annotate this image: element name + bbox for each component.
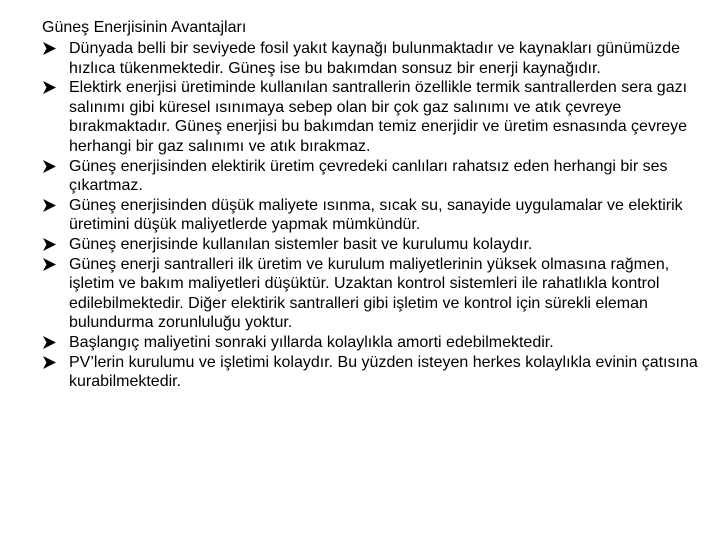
- list-item-text: PV’lerin kurulumu ve işletimi kolaydır. Bu yüzden isteyen herkes kolaylıkla evinin çatısına kurabilmektedir.: [69, 353, 698, 391]
- list-item: [42, 235, 702, 255]
- list-item-text: Güneş enerjisinden elektirik üretim çevredeki canlıları rahatsız eden herhangi bir ses çıkartmaz.: [69, 157, 668, 195]
- list-item: [42, 157, 702, 196]
- list-item: [42, 353, 702, 392]
- arrowhead-bullet-icon: [42, 157, 58, 177]
- list-item: [42, 196, 702, 235]
- arrowhead-bullet-icon: [42, 39, 58, 59]
- list-item-text: Dünyada belli bir seviyede fosil yakıt kaynağı bulunmaktadır ve kaynakları günümüzde hızlıca tükenmektedir. Güneş ise bu bakımdan sonsuz bir enerji kaynağıdır.: [69, 40, 680, 77]
- list-item: [42, 333, 702, 353]
- slide-title: Güneş Enerjisinin Avantajları: [42, 19, 247, 36]
- list-item-text: Güneş enerjisinde kullanılan sistemler basit ve kurulumu kolaydır.: [69, 235, 533, 253]
- list-item: [42, 78, 702, 156]
- list-item: [42, 255, 702, 333]
- arrowhead-bullet-icon: [42, 353, 58, 373]
- list-item-text: Güneş enerjisinden düşük maliyete ısınma, sıcak su, sanayide uygulamalar ve elektirik üretimini düşük maliyetlerde yapmak mümkündür.: [69, 196, 683, 234]
- arrowhead-bullet-icon: [42, 78, 58, 98]
- advantages-list: [42, 39, 702, 392]
- list-item-text: Elektirk enerjisi üretiminde kullanılan santrallerin özellikle termik santrallerden sera gazı salınımı gibi küresel ısınımaya sebep olan bir çok gaz salınımı ve atık çevreye bırakmaktadır. Güneş enerjisi bu bakımdan temiz enerjidir ve üretim esnasında çevreye herhangi bir gaz salınımı ve atık bırakmaz.: [69, 79, 688, 155]
- arrowhead-bullet-icon: [42, 196, 58, 216]
- slide-content: [42, 18, 702, 392]
- arrowhead-bullet-icon: [42, 235, 58, 255]
- arrowhead-bullet-icon: [42, 333, 58, 353]
- list-item-text: Başlangıç maliyetini sonraki yıllarda kolaylıkla amorti edebilmektedir.: [69, 333, 554, 351]
- list-item: [42, 39, 702, 78]
- arrowhead-bullet-icon: [42, 255, 58, 275]
- list-item-text: Güneş enerji santralleri ilk üretim ve kurulum maliyetlerinin yüksek olmasına rağmen, işletim ve bakım maliyetleri düşüktür. Uzaktan kontrol sistemleri ile rahatlıkla kontrol edilebilmektedir. Diğer elektirik santralleri gibi işletim ve kontrol için sürekli eleman bulundurma zorunluluğu yoktur.: [69, 255, 670, 332]
